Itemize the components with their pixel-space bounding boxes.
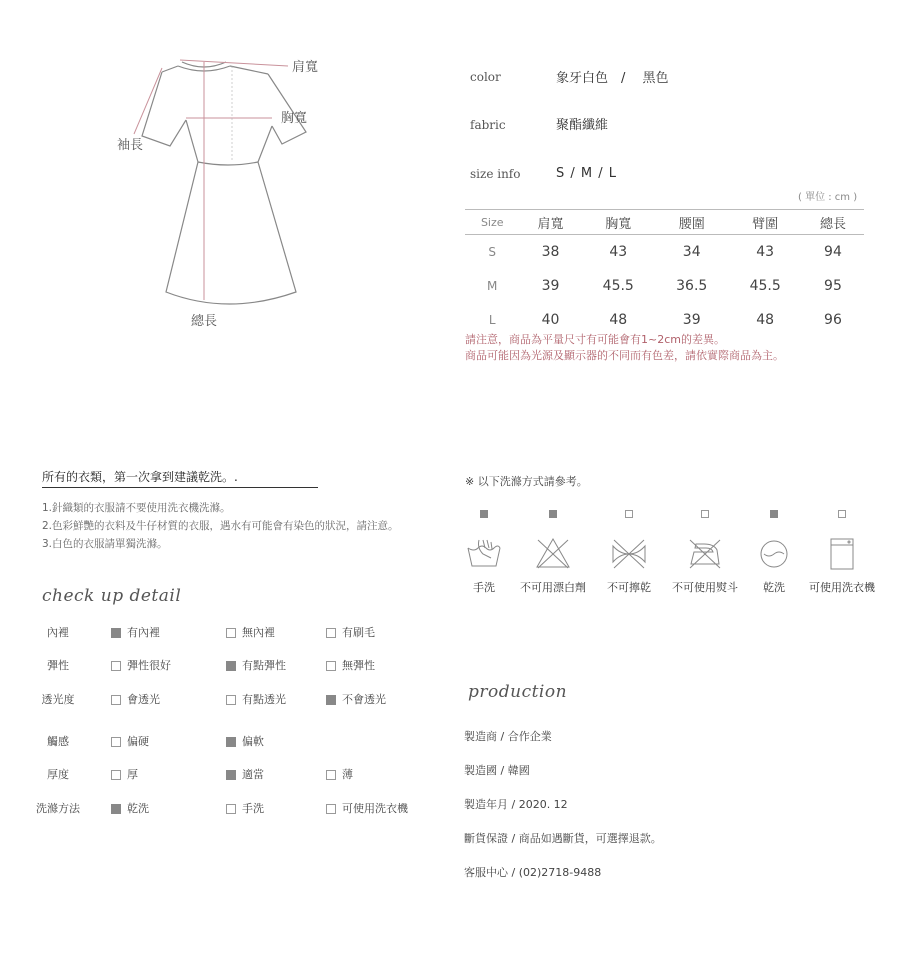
- label-length: 總長: [191, 314, 218, 329]
- table-cell: 48: [756, 312, 775, 328]
- label-shoulder: 肩寬: [292, 60, 319, 75]
- checkbox[interactable]: [326, 628, 336, 638]
- dress-outline: [100, 48, 350, 338]
- table-row: [465, 235, 864, 270]
- table-cell: 95: [824, 278, 842, 294]
- detail-row-label: 內裡: [47, 626, 69, 639]
- measurement-note: 請注意，商品為平量尺寸有可能會有1~2cm的差異。: [465, 333, 725, 346]
- care-line: 3.白色的衣服請單獨洗滌。: [42, 538, 168, 550]
- table-cell: 34: [682, 244, 701, 260]
- no-bleach-icon: [534, 536, 572, 576]
- fabric-label: fabric: [470, 118, 506, 132]
- size-label: size info: [470, 167, 521, 181]
- color-label: color: [470, 70, 501, 84]
- detail-option[interactable]: [111, 657, 171, 673]
- size-table-header: [465, 210, 864, 235]
- care-line: 2.色彩鮮艷的衣料及牛仔材質的衣服，遇水有可能會有染色的狀況，請注意。: [42, 520, 399, 532]
- detail-row-label: 彈性: [47, 659, 69, 672]
- option-label: 偏硬: [127, 735, 149, 748]
- option-label: 薄: [342, 768, 353, 781]
- checkbox[interactable]: [326, 770, 336, 780]
- wash-checkbox[interactable]: [480, 510, 488, 518]
- detail-option[interactable]: [111, 691, 160, 707]
- detail-row-label: 觸感: [47, 735, 69, 748]
- detail-option[interactable]: [226, 733, 264, 749]
- detail-option[interactable]: [111, 766, 138, 782]
- checkbox[interactable]: [226, 770, 236, 780]
- checkbox[interactable]: [111, 661, 121, 671]
- production-maker: 製造商 / 合作企業: [464, 730, 552, 743]
- detail-title: check up detail: [42, 586, 182, 606]
- detail-option[interactable]: [326, 657, 375, 673]
- option-label: 手洗: [242, 802, 264, 815]
- wash-label: 可使用洗衣機: [809, 581, 875, 594]
- detail-option[interactable]: [111, 624, 160, 640]
- checkbox[interactable]: [111, 737, 121, 747]
- wash-label: 不可使用熨斗: [672, 581, 738, 594]
- checkbox[interactable]: [326, 695, 336, 705]
- checkbox[interactable]: [111, 770, 121, 780]
- option-label: 有刷毛: [342, 626, 375, 639]
- option-label: 有內裡: [127, 626, 160, 639]
- header-length: 總長: [802, 210, 864, 235]
- checkbox[interactable]: [226, 737, 236, 747]
- color-value: 象牙白色 / 黑色: [556, 71, 669, 86]
- header-chest: 胸寬: [582, 210, 655, 235]
- option-label: 彈性很好: [127, 659, 171, 672]
- production-title: production: [468, 682, 568, 702]
- option-label: 偏軟: [242, 735, 264, 748]
- detail-row-label: 洗滌方法: [36, 802, 80, 815]
- option-label: 不會透光: [342, 693, 386, 706]
- wash-checkbox[interactable]: [549, 510, 557, 518]
- header-size: Size: [465, 210, 519, 235]
- washing-machine-icon: [823, 536, 861, 576]
- table-cell: 48: [609, 312, 628, 328]
- option-label: 會透光: [127, 693, 160, 706]
- wash-label: 手洗: [473, 581, 495, 594]
- wash-checkbox[interactable]: [701, 510, 709, 518]
- size-value: S / M / L: [556, 166, 617, 181]
- wash-label: 乾洗: [763, 581, 785, 594]
- table-cell: 94: [824, 244, 842, 260]
- checkbox[interactable]: [226, 804, 236, 814]
- color-note: 商品可能因為光源及顯示器的不同而有色差，請依實際商品為主。: [465, 349, 784, 362]
- size-table: [465, 209, 864, 337]
- detail-option[interactable]: [326, 691, 386, 707]
- care-title: 所有的衣類，第一次拿到建議乾洗。.: [42, 468, 318, 488]
- table-cell: 45.5: [602, 278, 634, 294]
- production-guarantee: 斷貨保證 / 商品如遇斷貨，可選擇退款。: [464, 832, 662, 845]
- detail-option[interactable]: [226, 624, 275, 640]
- label-sleeve: 袖長: [117, 138, 144, 153]
- table-cell: 45.5: [749, 278, 781, 294]
- production-country: 製造國 / 韓國: [464, 764, 530, 777]
- table-cell: 39: [682, 312, 701, 328]
- option-label: 厚: [127, 768, 138, 781]
- detail-option[interactable]: [226, 657, 286, 673]
- unit-note: ( 單位 : cm ): [798, 192, 858, 203]
- fabric-value: 聚酯纖維: [556, 118, 609, 133]
- table-cell: 43: [609, 244, 628, 260]
- detail-option[interactable]: [111, 733, 149, 749]
- option-label: 有點透光: [242, 693, 286, 706]
- detail-option[interactable]: [226, 800, 264, 816]
- checkbox[interactable]: [226, 661, 236, 671]
- checkbox[interactable]: [111, 804, 121, 814]
- table-cell: 36.5: [676, 278, 708, 294]
- option-label: 有點彈性: [242, 659, 286, 672]
- detail-row-label: 透光度: [41, 693, 75, 706]
- production-date: 製造年月 / 2020. 12: [464, 798, 568, 811]
- wash-title: ※ 以下洗滌方式請參考。: [465, 475, 588, 488]
- no-iron-icon: [686, 536, 724, 576]
- header-arm: 臂圍: [728, 210, 801, 235]
- hand-wash-icon: [465, 536, 503, 576]
- option-label: 可使用洗衣機: [342, 802, 408, 815]
- table-cell: 38: [541, 244, 560, 260]
- checkbox[interactable]: [326, 661, 336, 671]
- checkbox[interactable]: [326, 804, 336, 814]
- detail-option[interactable]: [326, 624, 375, 640]
- checkbox[interactable]: [111, 628, 121, 638]
- detail-option[interactable]: [226, 766, 264, 782]
- option-label: 無內裡: [242, 626, 275, 639]
- wash-checkbox[interactable]: [625, 510, 633, 518]
- checkbox[interactable]: [111, 695, 121, 705]
- checkbox[interactable]: [226, 628, 236, 638]
- detail-option[interactable]: [326, 800, 408, 816]
- table-row: [465, 269, 864, 303]
- checkbox[interactable]: [226, 695, 236, 705]
- dress-diagram: [100, 48, 350, 338]
- table-cell: 96: [824, 312, 842, 328]
- wash-checkbox[interactable]: [770, 510, 778, 518]
- wash-checkbox[interactable]: [838, 510, 846, 518]
- table-cell: L: [488, 313, 496, 327]
- table-cell: M: [487, 279, 498, 293]
- header-waist: 腰圍: [655, 210, 728, 235]
- wash-label: 不可用漂白劑: [520, 581, 586, 594]
- option-label: 乾洗: [127, 802, 149, 815]
- no-wring-icon: [610, 536, 648, 576]
- option-label: 適當: [242, 768, 264, 781]
- table-cell: S: [488, 245, 497, 259]
- table-cell: 39: [541, 278, 560, 294]
- header-shoulder: 肩寬: [519, 210, 581, 235]
- label-chest: 胸寬: [281, 111, 308, 126]
- detail-row-label: 厚度: [47, 768, 69, 781]
- care-line: 1.針織類的衣服請不要使用洗衣機洗滌。: [42, 502, 231, 514]
- detail-option[interactable]: [326, 766, 353, 782]
- table-cell: 40: [541, 312, 560, 328]
- detail-option[interactable]: [111, 800, 149, 816]
- detail-option[interactable]: [226, 691, 286, 707]
- wash-label: 不可擰乾: [607, 581, 651, 594]
- table-cell: 43: [756, 244, 775, 260]
- dry-clean-icon: [755, 536, 793, 576]
- production-service: 客服中心 / (02)2718-9488: [464, 866, 602, 879]
- option-label: 無彈性: [342, 659, 375, 672]
